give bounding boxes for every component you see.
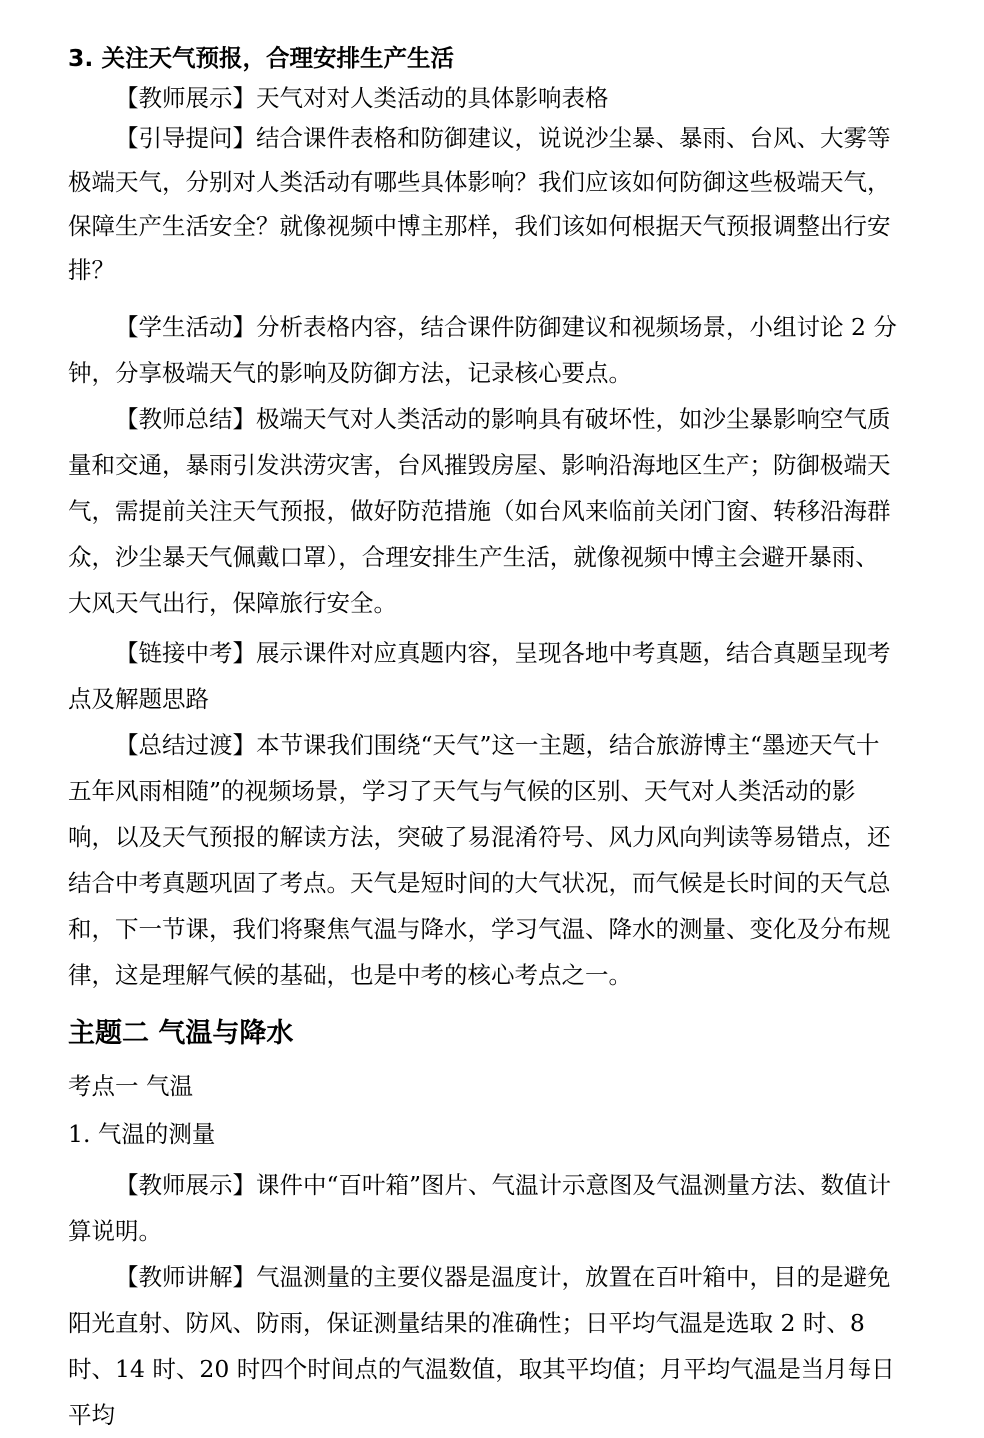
exam-point-heading: 考点一 气温	[68, 1072, 193, 1100]
theme-title: 主题二 气温与降水	[68, 1018, 294, 1049]
paragraph-text: 分析表格内容，结合课件防御建议和视频场景，小组讨论 2 分钟，分享极端天气的影响及防御方法，记录核心要点。	[68, 313, 897, 387]
paragraph-tag: 【教师总结】	[115, 405, 256, 433]
summary-transition-paragraph	[68, 722, 898, 998]
link-exam-paragraph	[68, 630, 898, 722]
paragraph-text: 课件中“百叶箱”图片、气温计示意图及气温测量方法、数值计算说明。	[68, 1171, 892, 1245]
paragraph-tag: 【学生活动】	[115, 313, 256, 341]
paragraph-text: 天气对对人类活动的具体影响表格	[256, 84, 609, 112]
paragraph-tag: 【链接中考】	[115, 639, 256, 667]
paragraph-tag: 【引导提问】	[115, 124, 256, 152]
teacher-show-paragraph	[68, 78, 898, 118]
paragraph-tag: 【教师展示】	[115, 1171, 256, 1199]
paragraph-tag: 【总结过渡】	[115, 731, 256, 759]
guide-question-paragraph	[68, 116, 898, 292]
paragraph-text: 极端天气对人类活动的影响具有破坏性，如沙尘暴影响空气质量和交通，暴雨引发洪涝灾害，台风摧毁房屋、影响沿海地区生产；防御极端天气，需提前关注天气预报，做好防范措施（如台风来临前关闭门窗、转移沿海群众，沙尘暴天气佩戴口罩），合理安排生产生活，就像视频中博主会避开暴雨、大风天气出行，保障旅行安全。	[68, 405, 891, 617]
paragraph-text: 本节课我们围绕“天气”这一主题，结合旅游博主“墨迹天气十五年风雨相随”的视频场景，学习了天气与气候的区别、天气对人类活动的影响，以及天气预报的解读方法，突破了易混淆符号、风力风向判读等易错点，还结合中考真题巩固了考点。天气是短时间的大气状况，而气候是长时间的天气总和，下一节课，我们将聚焦气温与降水，学习气温、降水的测量、变化及分布规律，这是理解气候的基础，也是中考的核心考点之一。	[68, 731, 891, 989]
paragraph-text: 展示课件对应真题内容，呈现各地中考真题，结合真题呈现考点及解题思路	[68, 639, 891, 713]
student-activity-paragraph	[68, 304, 898, 396]
subsection-heading: 1. 气温的测量	[68, 1120, 216, 1148]
paragraph-tag: 【教师讲解】	[115, 1263, 256, 1291]
paragraph-tag: 【教师展示】	[115, 84, 256, 112]
teacher-explain-paragraph	[68, 1254, 898, 1438]
paragraph-text: 结合课件表格和防御建议，说说沙尘暴、暴雨、台风、大雾等极端天气，分别对人类活动有哪些具体影响？我们应该如何防御这些极端天气，保障生产生活安全？就像视频中博主那样，我们该如何根据天气预报调整出行安排？	[68, 124, 891, 284]
section-heading: 3. 关注天气预报，合理安排生产生活	[68, 44, 454, 72]
teacher-summary-paragraph	[68, 396, 898, 626]
teacher-show-paragraph-2	[68, 1162, 898, 1254]
paragraph-text: 气温测量的主要仪器是温度计，放置在百叶箱中，目的是避免阳光直射、防风、防雨，保证测量结果的准确性；日平均气温是选取 2 时、8 时、14 时、20 时四个时间点的气温数值，取其平均值；月平均气温是当月每日平均	[68, 1263, 895, 1429]
